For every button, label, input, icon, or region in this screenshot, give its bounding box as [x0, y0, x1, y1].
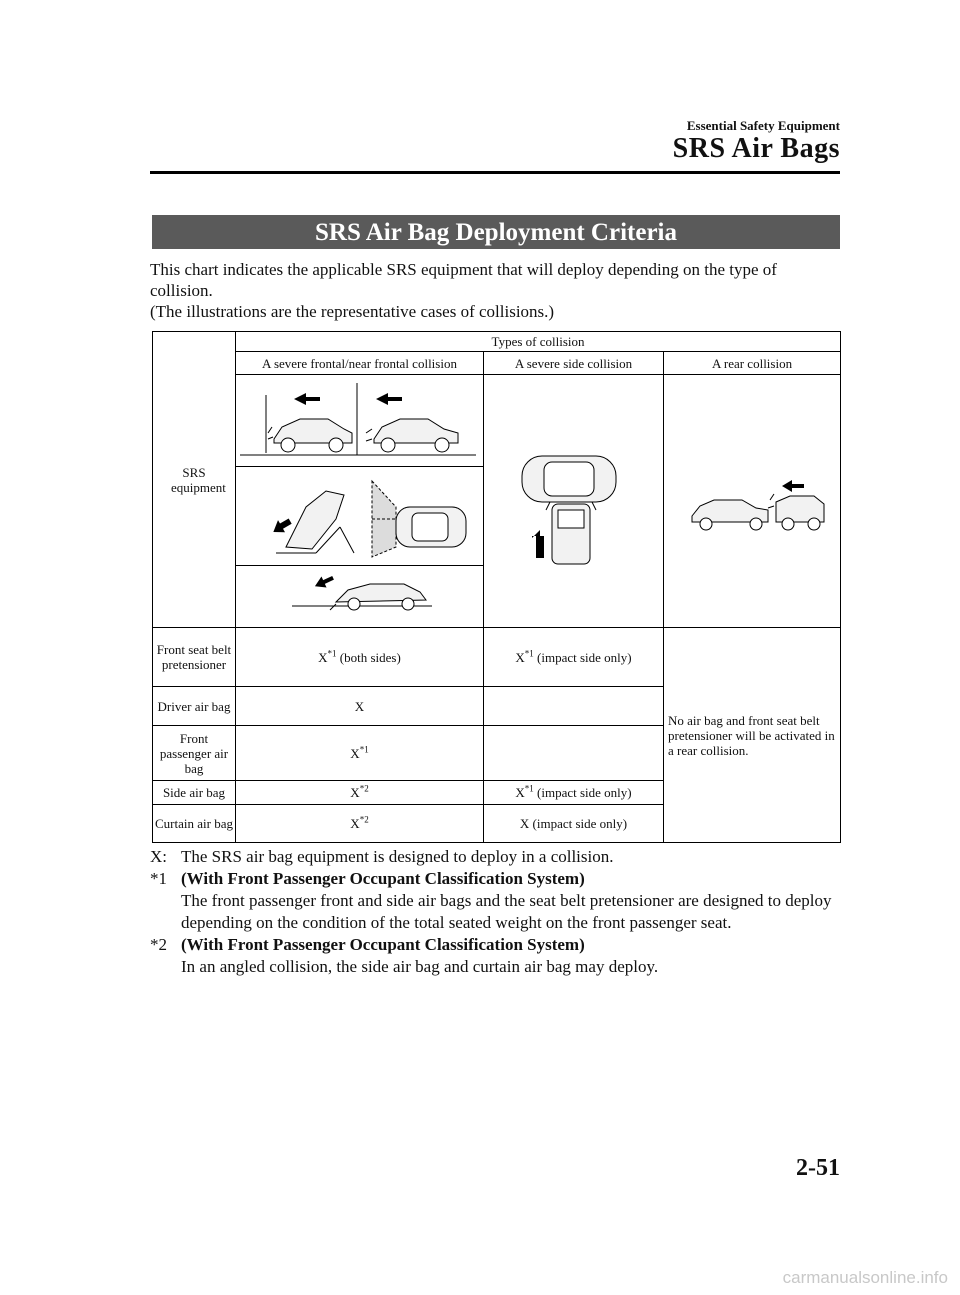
mark: X — [515, 649, 525, 665]
deployment-criteria-table — [152, 331, 841, 843]
mark: X — [350, 816, 360, 831]
footnote-ref: *1 — [524, 783, 534, 794]
rear-collision-note: No air bag and front seat belt pretensioner will be activated in a rear collision. — [664, 628, 841, 843]
footnote-title: (With Front Passenger Occupant Classification System) — [181, 869, 585, 888]
footnote-title: (With Front Passenger Occupant Classification System) — [181, 935, 585, 954]
side-collision-illustration — [484, 375, 664, 628]
footnote-text: In an angled collision, the side air bag and curtain air bag may deploy. — [181, 957, 659, 976]
footnote-ref: *2 — [359, 814, 369, 825]
frontal-collision-illustration — [236, 375, 484, 467]
intro-line-2: (The illustrations are the representative cases of collisions.) — [150, 302, 555, 321]
footnote-text: The SRS air bag equipment is designed to deploy in a collision. — [181, 847, 614, 866]
row-label-front-passenger-air-bag: Front passenger air bag — [153, 726, 236, 781]
row-label-pretensioner: Front seat belt pretensioner — [153, 628, 236, 687]
header-title: SRS Air Bags — [672, 133, 840, 164]
srs-equipment-header: SRS equipment — [153, 332, 236, 628]
cell-text: (both sides) — [336, 649, 401, 665]
mark: X — [515, 785, 525, 800]
footnote-ref: *1 — [524, 648, 534, 659]
section-banner: SRS Air Bag Deployment Criteria — [152, 215, 840, 249]
footnotes — [150, 846, 840, 978]
mark: X — [350, 785, 360, 800]
cell-pretensioner-frontal — [236, 628, 484, 687]
watermark: carmanualsonline.info — [782, 1268, 948, 1287]
intro-text — [150, 259, 840, 322]
types-of-collision-header: Types of collision — [236, 332, 841, 352]
rear-collision-illustration — [664, 375, 841, 628]
footnote-x — [150, 846, 840, 868]
cell-side-bag-frontal — [236, 781, 484, 805]
row-label-curtain-air-bag: Curtain air bag — [153, 805, 236, 843]
col-frontal-header: A severe frontal/near frontal collision — [236, 352, 484, 375]
cell-driver-side — [484, 687, 664, 726]
cell-pretensioner-side — [484, 628, 664, 687]
intro-line-1: This chart indicates the applicable SRS equipment that will deploy depending on the type of collision. — [150, 260, 777, 300]
footnote-key: X: — [150, 847, 167, 866]
mark: X — [350, 745, 360, 761]
cell-driver-frontal: X — [236, 687, 484, 726]
cell-text: (impact side only) — [533, 785, 632, 800]
footnote-ref: *2 — [359, 783, 369, 794]
footnote-1 — [150, 868, 840, 934]
cell-passenger-side — [484, 726, 664, 781]
row-label-side-air-bag: Side air bag — [153, 781, 236, 805]
footnote-text: The front passenger front and side air bags and the seat belt pretensioner are designed to deploy depending on the condition of the total seated weight on the front passenger seat. — [181, 891, 832, 932]
offset-collision-illustration — [236, 467, 484, 566]
footnote-ref: *1 — [327, 648, 337, 659]
footnote-2 — [150, 934, 840, 978]
mark: X — [318, 649, 328, 665]
header-section: Essential Safety Equipment — [686, 118, 840, 133]
underride-collision-illustration — [236, 566, 484, 628]
footnote-key: *1 — [150, 869, 167, 888]
row-label-driver-air-bag: Driver air bag — [153, 687, 236, 726]
cell-curtain-frontal — [236, 805, 484, 843]
page-number: 2-51 — [796, 1155, 840, 1181]
cell-side-bag-side — [484, 781, 664, 805]
cell-passenger-frontal — [236, 726, 484, 781]
header-rule — [150, 171, 840, 174]
col-side-header: A severe side collision — [484, 352, 664, 375]
col-rear-header: A rear collision — [664, 352, 841, 375]
cell-curtain-side: X (impact side only) — [484, 805, 664, 843]
footnote-ref: *1 — [359, 744, 369, 755]
cell-text: (impact side only) — [533, 649, 632, 665]
footnote-key: *2 — [150, 935, 167, 954]
